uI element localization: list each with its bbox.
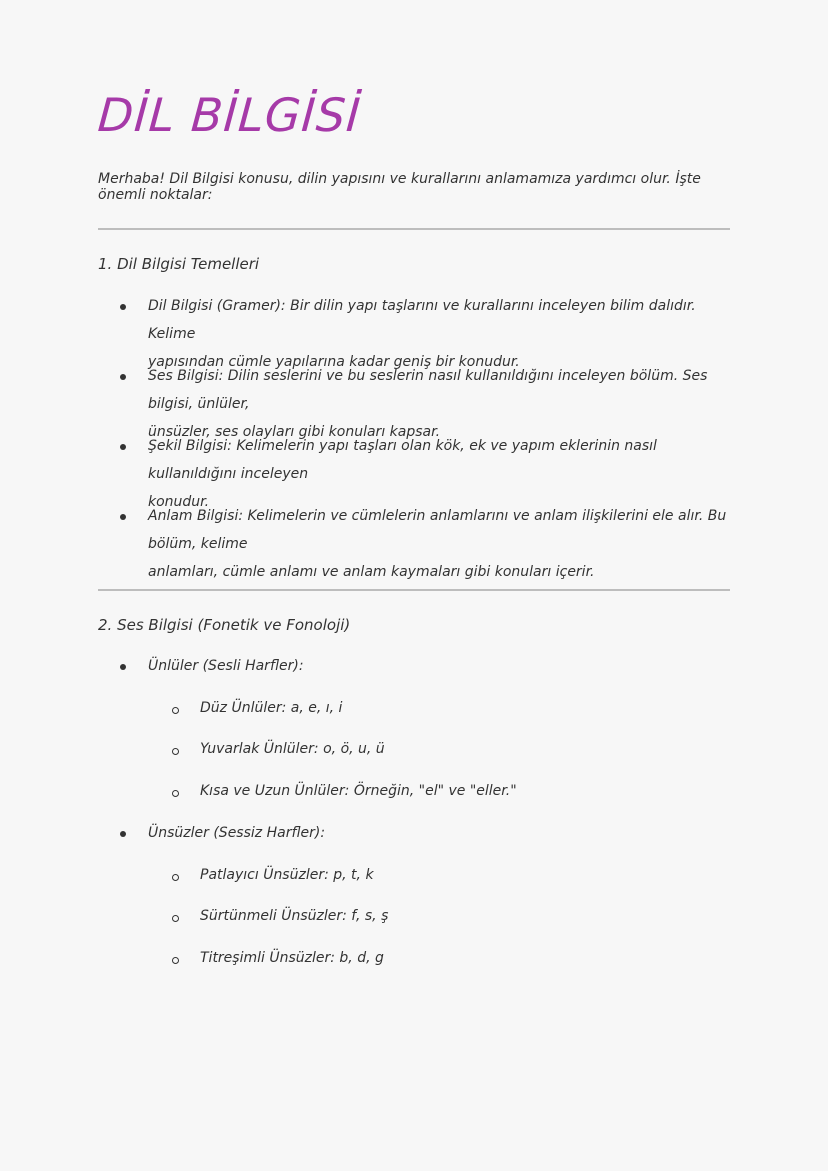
sub-label: Patlayıcı Ünsüzler: (200, 867, 329, 883)
sub-text: a, e, ı, i (286, 700, 343, 716)
bullet-icon (120, 831, 126, 837)
circle-bullet-icon (172, 748, 179, 755)
group-label: Ünlüler (Sesli Harfler): (148, 658, 304, 674)
circle-bullet-icon (172, 915, 179, 922)
item-text-cont: ünsüzler, ses olayları gibi konuları kapsar. (148, 424, 441, 440)
sub-list-item (172, 741, 385, 757)
list-item (120, 819, 730, 847)
item-label: Ses Bilgisi: (148, 368, 224, 384)
item-text: Bir dilin yapı taşlarını ve kurallarını inceleyen bilim dalıdır. Kelime (148, 298, 696, 342)
sub-list-item (172, 867, 374, 883)
item-text: Dilin seslerini ve bu seslerin nasıl kullanıldığını inceleyen bölüm. Ses bilgisi, ünlüler, (148, 368, 708, 412)
bullet-icon (120, 444, 126, 450)
item-text-cont: yapısından cümle yapılarına kadar geniş bir konudur. (148, 354, 520, 370)
circle-bullet-icon (172, 707, 179, 714)
item-label: Anlam Bilgisi: (148, 508, 244, 524)
section-heading-1: 1. Dil Bilgisi Temelleri (98, 255, 260, 273)
sub-text: f, s, ş (346, 908, 389, 924)
list-item (120, 652, 730, 680)
divider (98, 228, 730, 230)
sub-label: Titreşimli Ünsüzler: (200, 950, 335, 966)
section-heading-2: 2. Ses Bilgisi (Fonetik ve Fonoloji) (98, 616, 351, 634)
sub-list-item (172, 908, 388, 924)
sub-label: Kısa ve Uzun Ünlüler: (200, 783, 350, 799)
bullet-icon (120, 304, 126, 310)
sub-label: Yuvarlak Ünlüler: (200, 741, 319, 757)
sub-text: b, d, g (334, 950, 384, 966)
sub-text: p, t, k (328, 867, 374, 883)
sub-list-item (172, 700, 342, 716)
bullet-icon (120, 514, 126, 520)
item-text: Kelimelerin ve cümlelerin anlamlarını ve anlam ilişkilerini ele alır. Bu bölüm, kelime (148, 508, 727, 552)
item-text-cont: konudur. (148, 494, 210, 510)
intro-paragraph: Merhaba! Dil Bilgisi konusu, dilin yapısını ve kurallarını anlamamıza yardımcı olur. İşte önemli noktalar: (98, 171, 701, 203)
bullet-icon (120, 664, 126, 670)
sub-label: Düz Ünlüler: (200, 700, 287, 716)
circle-bullet-icon (172, 874, 179, 881)
page-title: DİL BİLGİSİ (96, 88, 363, 142)
sub-label: Sürtünmeli Ünsüzler: (200, 908, 347, 924)
circle-bullet-icon (172, 790, 179, 797)
item-label: Dil Bilgisi (Gramer): (148, 298, 286, 314)
sub-list-item (172, 950, 384, 966)
item-text-cont: anlamları, cümle anlamı ve anlam kaymaları gibi konuları içerir. (148, 564, 595, 580)
item-label: Şekil Bilgisi: (148, 438, 232, 454)
divider (98, 589, 730, 591)
circle-bullet-icon (172, 957, 179, 964)
sub-text: o, ö, u, ü (318, 741, 385, 757)
sub-list-item (172, 783, 517, 799)
group-label: Ünsüzler (Sessiz Harfler): (148, 825, 326, 841)
item-text: Kelimelerin yapı taşları olan kök, ek ve yapım eklerinin nasıl kullanıldığını inceleyen (148, 438, 657, 482)
list-item (120, 502, 730, 586)
bullet-icon (120, 374, 126, 380)
sub-text: Örneğin, "el" ve "eller." (349, 783, 517, 799)
